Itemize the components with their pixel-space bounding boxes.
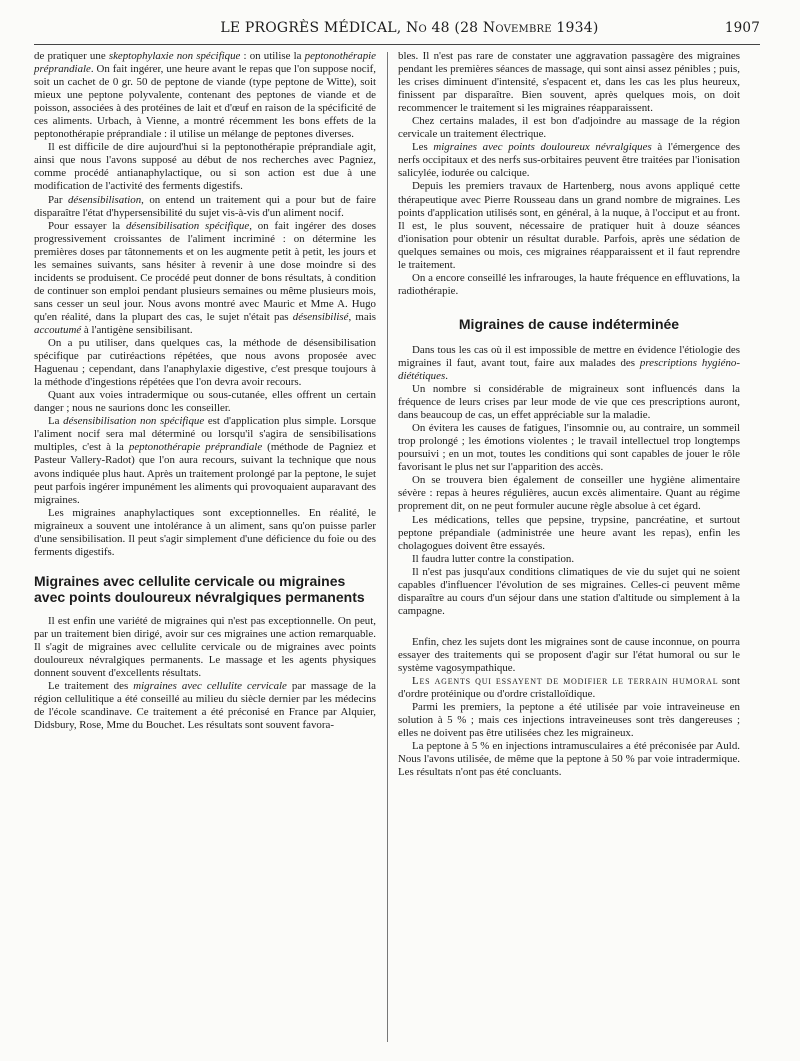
paragraph: Un nombre si considérable de migraineux sont influencés dans la fréquence de leurs crises par leur mode de vie que ces prescriptions auront, dans beaucoup de cas, un effet appréciable sur la maladie.: [398, 383, 740, 422]
paragraph: Par désensibilisation, on entend un traitement qui a pour but de faire disparaître l'état d'hypersensibilité du sujet vis-à-vis d'un aliment nocif.: [34, 193, 376, 219]
paragraph: de pratiquer une skeptophylaxie non spécifique : on utilise la peptonothérapie préprandiale. On fait ingérer, une heure avant le repas que l'on suppose nocif, soit un cachet de 0 gr. 50 de peptone de viande (type peptone de Witte), soit mieux une peptone polyvalente, contenant des peptones de viande et de poisson, associées à des protéines de lait et d'œuf en raison de la spécificité de ces aliments. Urbach, à Vienne, a montré récemment les bons effets de la peptonothérapie préprandiale : il utilise un mélange de peptones diverses.: [34, 50, 377, 141]
paragraph: Pour essayer la désensibilisation spécifique, on fait ingérer des doses progressivement croissantes de l'aliment incriminé : on détermine les premières doses par tâtonnements et on les augmente petit à petit, les jours et les semaines suivants, sans hésiter à revenir à une dose moindre si des incidents se produisent. Ce procédé peut donner de bons résultats, à condition de continuer son emploi pendant plusieurs semaines ou même plusieurs mois, sans cesser un seul jour. Nous avons montré avec Mauric et Mme A. Hugo qu'en réalité, dans la plupart des cas, le sujet n'était pas désensibilisé, mais accoutumé à l'antigène sensibilisant.: [34, 219, 377, 336]
paragraph: On se trouvera bien également de conseiller une hygiène alimentaire sévère : repas à heures régulières, aucun excès alimentaire. Quant au régime proprement dit, on ne peut formuler aucune règle absolue à cet égard.: [398, 474, 740, 513]
paragraph: On évitera les causes de fatigues, l'insomnie ou, au contraire, un sommeil trop prolongé ; les émotions violentes ; le travail intellectuel trop longtemps poursuivi ; en un mot, toutes les conditions qui sont capables de jouer le rôle favorisant le plus net sur l'apparition des accès.: [398, 422, 740, 474]
paragraph: Dans tous les cas où il est impossible de mettre en évidence l'étiologie des migraines il faut, avant tout, faire aux malades des prescriptions hygiéno-diététiques.: [398, 343, 740, 382]
paragraph: Enfin, chez les sujets dont les migraines sont de cause inconnue, on pourra essayer des traitements qui se proposent d'agir sur l'état humoral ou sur le système vagosympathique.: [398, 635, 740, 674]
paragraph: Depuis les premiers travaux de Hartenberg, nous avons appliqué cette thérapeutique avec Pierre Rousseau dans un grand nombre de migraines. Les points d'application utilisés sont, en général, à la nuque, à l'occiput et au front. Il est, le plus souvent, nécessaire de pratiquer huit à douze séances d'ionisation pour obtenir un résultat durable. Parfois, après une sédation de quelques semaines ou mois, ces migraines réapparaissent et il faut reprendre le traitement.: [398, 180, 740, 271]
column-divider: [387, 52, 388, 1042]
paragraph: On a pu utiliser, dans quelques cas, la méthode de désensibilisation spécifique par cutiréactions répétées, que nous avons proposée avec Haguenau ; cependant, dans l'anaphylaxie digestive, c'est presque toujours à la méthode d'ingestions répétées que l'on devra avoir recours.: [34, 337, 376, 389]
spacer: [398, 618, 740, 636]
paragraph: Il n'est pas jusqu'aux conditions climatiques de vie du sujet qui ne soient capables d'influencer l'évolution de ses migraines. Celles-ci peuvent même disparaître au cours d'un séjour dans une station d'altitude ou simplement à la campagne.: [398, 565, 740, 617]
paragraph: Chez certains malades, il est bon d'adjoindre au massage de la région cervicale un traitement électrique.: [398, 115, 740, 141]
paragraph: Il faudra lutter contre la constipation.: [412, 552, 575, 565]
running-header: [34, 20, 760, 40]
paragraph: Il est difficile de dire aujourd'hui si la peptonothérapie préprandiale agit, ainsi que nous l'avons supposé au début de nos recherches avec Pagniez, comme procédé antianaphylactique, ou si son action est due à une modification de l'activité des ferments digestifs.: [34, 141, 376, 193]
paragraph: bles. Il n'est pas rare de constater une aggravation passagère des migraines pendant les premières séances de massage, qui sont ainsi assez pénibles ; puis, les crises diminuent d'intensité, s'espacent et, dans les cas les plus heureux, finissent par disparaître. Bien souvent, après quelques mois, on doit recommencer le traitement si les migraines réapparaissent.: [398, 50, 740, 115]
header-rule: [34, 44, 760, 45]
paragraph: Le traitement des migraines avec cellulite cervicale par massage de la région cellulitique a été conseillé au milieu du siècle dernier par les médecins de l'école scandinave. Ce traitement a été préconisé en France par Alquier, Didsbury, Rose, Mme du Bouchet. Les résultats sont souvent favora-: [34, 680, 376, 732]
paragraph: Les migraines anaphylactiques sont exceptionnelles. En réalité, le migraineux a souvent une intolérance à un aliment, sans qu'on puisse parler d'une sensibilisation. Il peut s'agir simplement d'une déficience du foie ou des ferments digestifs.: [34, 506, 376, 558]
paragraph: Il est enfin une variété de migraines qui n'est pas exceptionnelle. On peut, par un traitement bien dirigé, avoir sur ces migraines une action remarquable. Il s'agit de migraines avec cellulite cervicale ou de migraines avec points douloureux névralgiques permanents. Le massage et les agents physiques donnent souvent d'excellents résultats.: [34, 614, 376, 680]
journal-title: LE PROGRÈS MÉDICAL, No 48 (28 Novembre 1934): [220, 20, 599, 36]
paragraph: On a encore conseillé les infrarouges, la haute fréquence en effluvations, la radiothérapie.: [398, 271, 740, 297]
paragraph: Parmi les premiers, la peptone a été utilisée par voie intraveineuse en solution à 5 % ; mais ces injections intraveineuses sont très dangereuses ; elles ne doivent pas être utilisées chez les migraineux.: [398, 701, 740, 740]
paragraph: Les médications, telles que pepsine, trypsine, pancréatine, et surtout peptone prépandiale (administrée une heure avant les repas), enfin les cholagogues doivent être essayés.: [398, 513, 740, 552]
paragraph: La peptone à 5 % en injections intramusculaires a été préconisée par Auld. Nous l'avons utilisée, de même que la peptone à 50 % par voie intradermique. Les résultats n'ont pas été concluants.: [398, 740, 740, 779]
paragraph: Les migraines avec points douloureux névralgiques à l'émergence des nerfs occipitaux et des nerfs sus-orbitaires peuvent être traitées par l'ionisation salicylée, iodurée ou calcique.: [398, 141, 741, 180]
section-heading: Migraines de cause indéterminée: [458, 315, 680, 332]
right-column: [398, 50, 740, 779]
left-column: [34, 50, 376, 732]
paragraph: Les agents qui essayent de modifier le terrain humoral sont d'ordre protéinique ou d'ordre cristalloïdique.: [398, 675, 740, 701]
page-number: 1907: [724, 20, 760, 36]
paragraph: La désensibilisation non spécifique est d'application plus simple. Lorsque l'aliment nocif sera mal déterminé ou lorsqu'il s'agira de sensibilisations multiples, c'est à la peptonothérapie préprandiale (méthode de Pagniez et Pasteur Vallery-Radot) que l'on aura recours, suivant la technique que nous avons indiquée plus haut. Après un traitement prolongé par la peptone, le sujet peut parfois ingérer impunément les aliments qui provoquaient auparavant des migraines.: [34, 415, 376, 506]
paragraph: Quant aux voies intradermique ou sous-cutanée, elles offrent un certain danger ; nous ne saurions donc les conseiller.: [34, 389, 376, 415]
section-heading: Migraines avec cellulite cervicale ou migraines avec points douloureux névralgiques permanents: [34, 572, 365, 605]
